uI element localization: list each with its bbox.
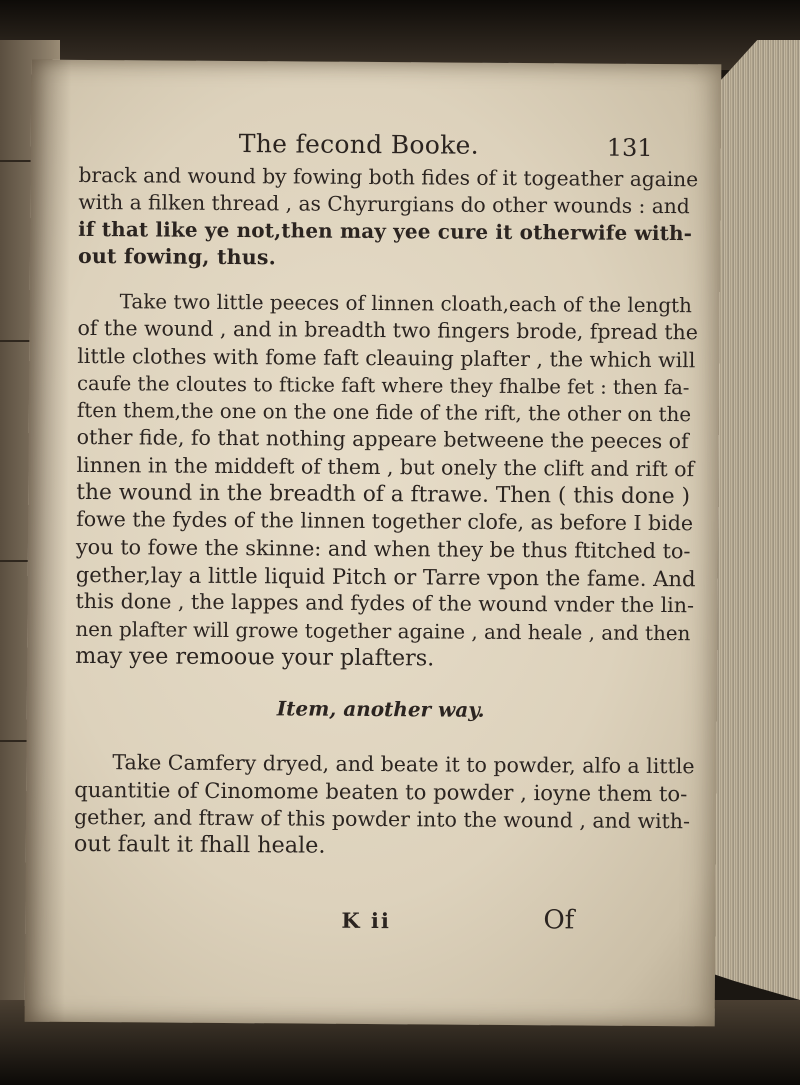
text-line: quantitie of Cinomome beaten to powder , ioyne them to- <box>74 777 688 807</box>
text-line: with a filken thread , as Chyrurgians do other wounds : and <box>78 189 690 219</box>
text-line: Take Camfery dryed, and beate it to powder, alfo a little <box>112 750 695 779</box>
page-gutter <box>25 60 72 1022</box>
text-line: may yee remooue your plafters. <box>75 642 435 672</box>
running-head <box>79 128 699 166</box>
blackletter-line: if that like ye not,then may yee cure it otherwife with- <box>78 216 693 246</box>
opening-lines <box>78 162 699 274</box>
text-line: this done , the lappes and fydes of the wound vnder the lin- <box>75 589 694 618</box>
text-line: nen plafter will growe together againe , and heale , and then <box>75 617 691 645</box>
blackletter-line: out fowing, thus. <box>77 243 277 270</box>
page-number: 131 <box>606 133 653 162</box>
text-line: gether,lay a little liquid Pitch or Tarre vpon the fame. And <box>75 561 696 592</box>
body-paragraph <box>75 288 698 674</box>
text-line: fowe the fydes of the linnen together clofe, as before I bide <box>76 507 694 536</box>
signature-mark: K ii <box>341 908 391 934</box>
text-line: of the wound , and in breadth two fingers brode, fpread the <box>77 316 698 345</box>
running-title: The fecond Booke. <box>238 129 480 160</box>
text-line: brack and wound by fowing both fides of it togeather againe <box>78 162 699 192</box>
text-line: other fide, fo that nothing appeare betweene the peeces of <box>76 425 689 454</box>
text-line: the wound in the breadth of a ftrawe. Then ( this done ) <box>76 480 691 510</box>
text-line: out fault it fhall heale. <box>73 830 326 859</box>
text-line: linnen in the middeft of them , but onely the clift and rift of <box>76 452 695 482</box>
catchword: Of <box>543 905 575 936</box>
text-line: ften them,the one on the one fide of the rift, the other on the <box>76 399 692 427</box>
page-footer <box>73 906 693 946</box>
text-block <box>73 128 699 947</box>
text-line: you to fowe the skinne: and when they be thus ftitched to- <box>75 534 691 563</box>
book-page <box>25 60 722 1027</box>
text-line: Take two little peeces of linnen cloath,each of the length <box>119 290 692 318</box>
text-line: caufe the cloutes to fticke faft where they fhalbe fet : then fa- <box>77 371 690 400</box>
text-line: little clothes with fome faft cleauing plafter , the which will <box>77 343 696 372</box>
text-line: gether, and ftraw of this powder into the wound , and with- <box>73 804 691 833</box>
second-paragraph <box>74 749 695 863</box>
section-heading: Item, another way. <box>276 696 485 722</box>
